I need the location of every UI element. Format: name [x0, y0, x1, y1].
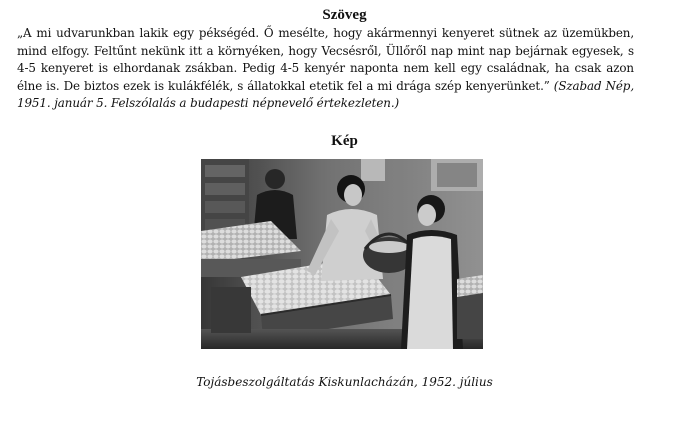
quote-paragraph — [17, 25, 634, 113]
photo-illustration — [201, 159, 483, 349]
photo-caption: Tojásbeszolgáltatás Kiskunlacházán, 1952. július — [196, 375, 493, 389]
quote-text: „A mi udvarunkban lakik egy pékségéd. Ő mesélte, hogy akármennyi kenyeret sütnek az üzemükben, mind elfogy. Feltűnt nekünk itt a környéken, hogy Vecsésről, Üllőről nap mint nap bejárnak egyesek, s 4-5 kenyeret is elhordanak zsákban. Pedig 4-5 kenyér naponta nem kell egy családnak, ha csak azon élne is. De biztos ezek is kulákfélék, s állatokkal etetik fel a mi drága szép kenyerünket.” — [17, 26, 634, 93]
image-section-heading: Kép — [331, 133, 358, 149]
egg-sorting-photo — [201, 159, 483, 349]
text-section-heading: Szöveg — [322, 7, 367, 23]
quote-source: (Szabad Nép, 1951. január 5. Felszólalás a budapesti népnevelő értekezleten.) — [17, 78, 634, 111]
